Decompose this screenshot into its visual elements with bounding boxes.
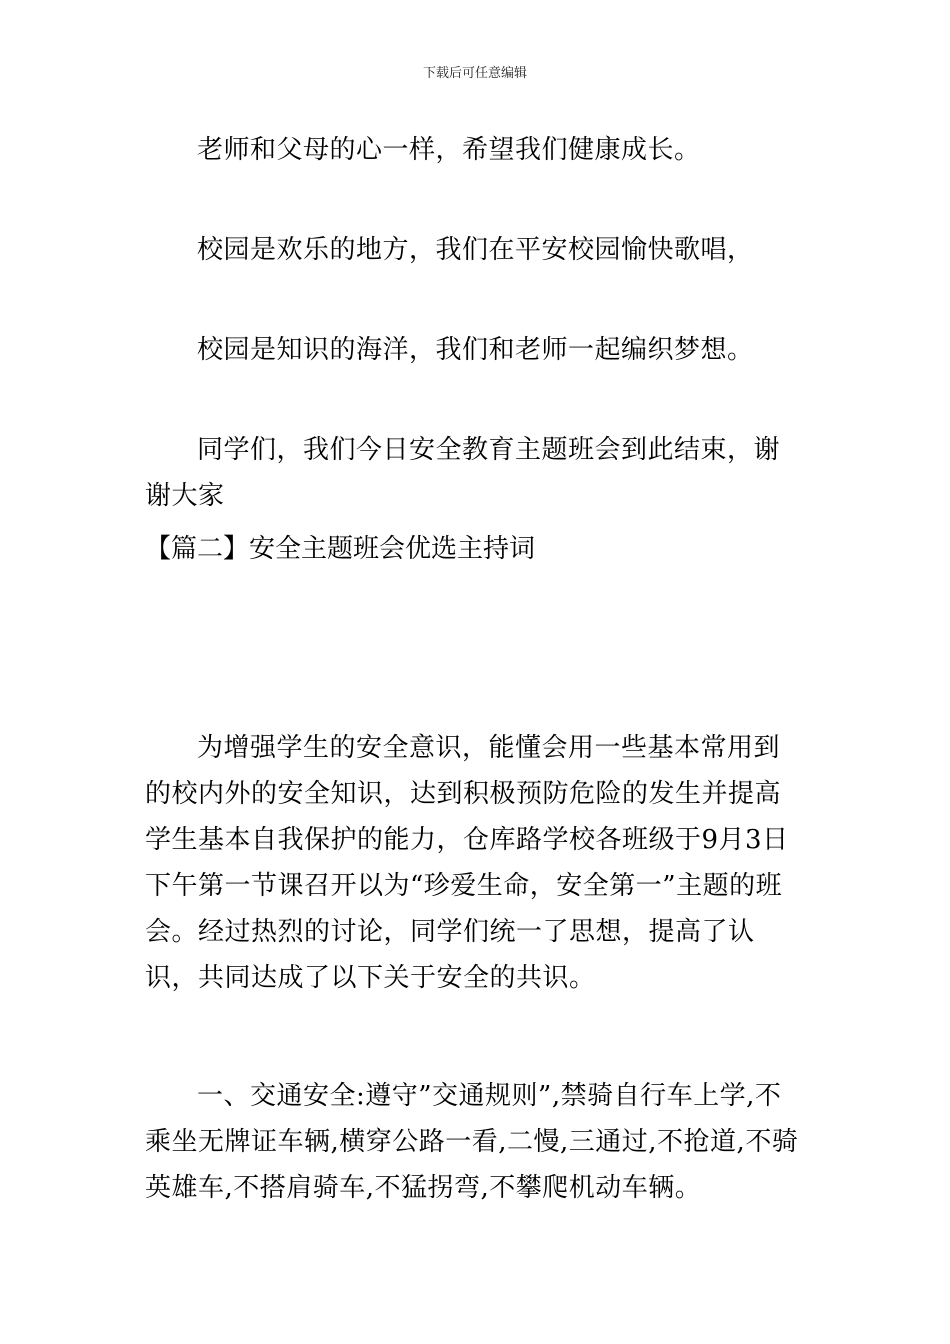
- paragraph-parents: 老师和父母的心一样，希望我们健康成长。: [197, 135, 701, 165]
- paragraph-intro: 为增强学生的安全意识，能懂会用一些基本常用到的校内外的安全知识，达到积极预防危险的发生并提高学生基本自我保护的能力，仓库路学校各班级于9月3日下午第一节课召开以为“珍爱生命，安全第一”主题的班会。经过热烈的讨论，同学们统一了思想，提高了认识，共同达成了以下关于安全的共识。: [145, 733, 789, 993]
- paragraph-traffic-safety: 一、交通安全:遵守”交通规则”,禁骑自行车上学,不乘坐无牌证车辆,横穿公路一看,二慢,三通过,不抢道,不骑英雄车,不搭肩骑车,不猛拐弯,不攀爬机动车辆。: [145, 1081, 799, 1203]
- paragraph-campus-knowledge: 校园是知识的海洋，我们和老师一起编织梦想。: [197, 335, 754, 365]
- page-header: 下载后可任意编辑: [422, 66, 527, 81]
- paragraph-campus-joy: 校园是欢乐的地方，我们在平安校园愉快歌唱，: [197, 235, 754, 265]
- section-heading: 【篇二】安全主题班会优选主持词: [145, 534, 536, 564]
- paragraph-closing: 同学们，我们今日安全教育主题班会到此结束，谢谢大家: [145, 435, 781, 511]
